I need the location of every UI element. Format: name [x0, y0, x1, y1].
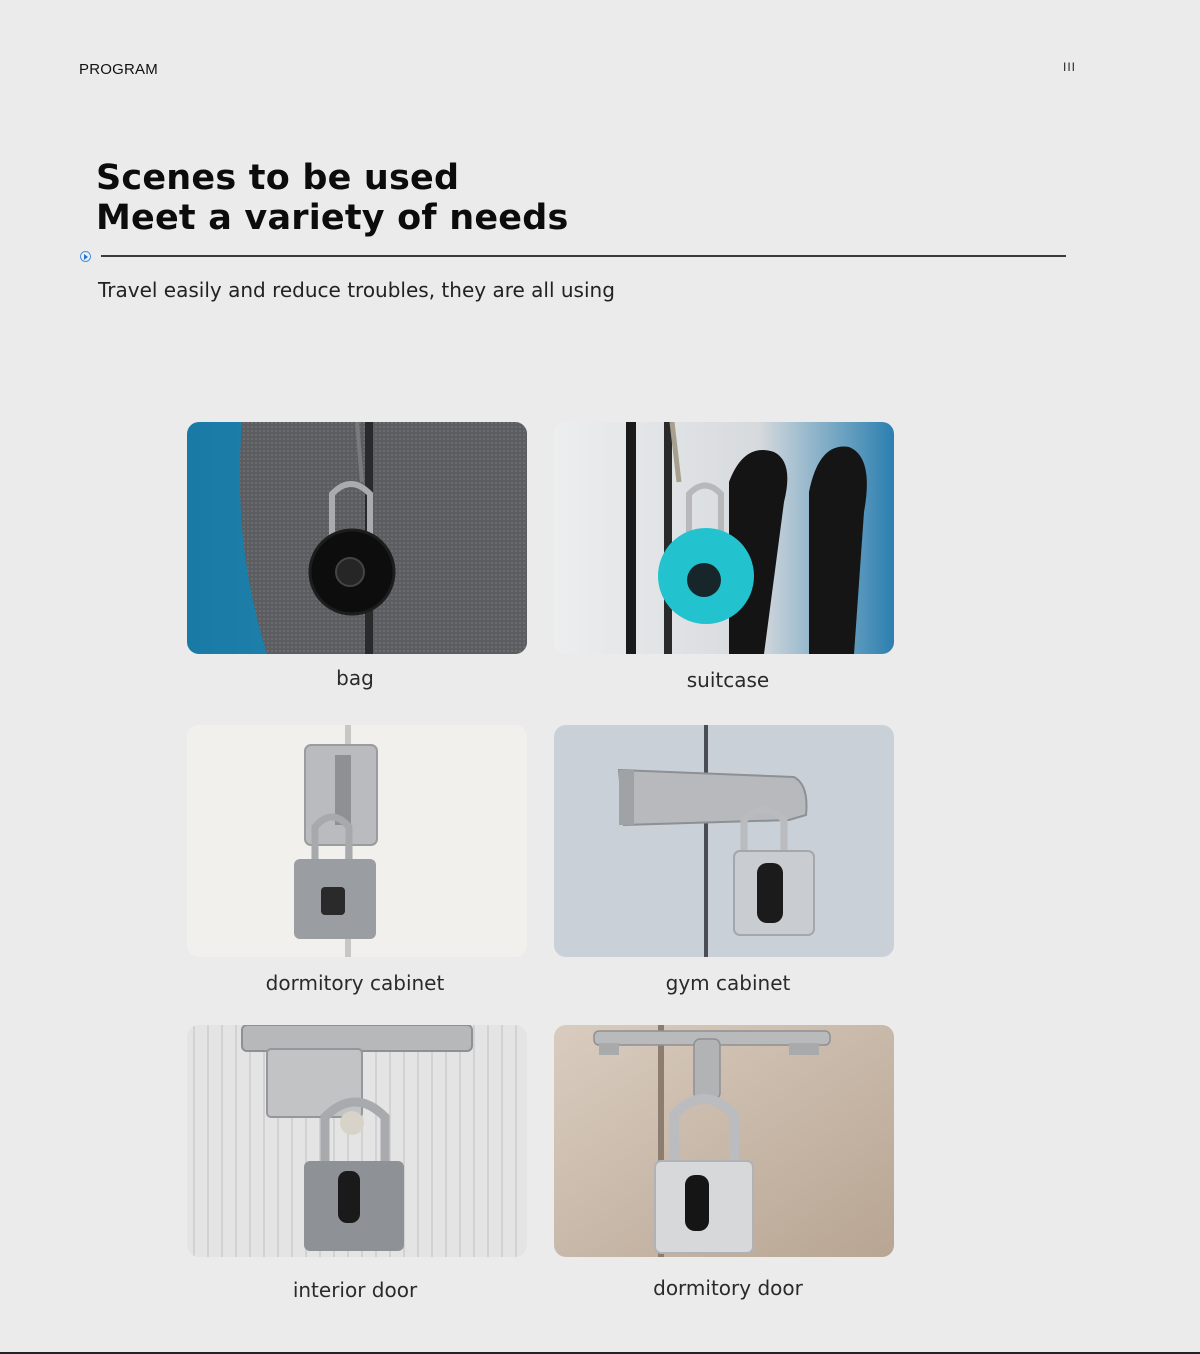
- interior-door-photo: [187, 1025, 527, 1257]
- scene-photo-dormitory-door: [554, 1025, 894, 1257]
- scene-photo-gym-cabinet: [554, 725, 894, 957]
- page-number: III: [1063, 60, 1077, 74]
- bag-photo: [187, 422, 527, 654]
- page-title: [96, 158, 569, 238]
- scene-caption-dormitory-door: dormitory door: [653, 1276, 803, 1300]
- scene-caption-interior-door: interior door: [292, 1278, 418, 1302]
- scene-photo-interior-door: [187, 1025, 527, 1257]
- scene-caption-suitcase: suitcase: [686, 668, 770, 692]
- scene-photo-suitcase: [554, 422, 894, 654]
- arrow-bullet-icon: [80, 251, 91, 262]
- scene-caption-gym-cabinet: gym cabinet: [665, 971, 791, 995]
- scene-photo-dormitory-cabinet: [187, 725, 527, 957]
- dormitory-cabinet-photo: [187, 725, 527, 957]
- program-label: PROGRAM: [79, 61, 158, 78]
- scene-caption-bag: bag: [336, 666, 374, 690]
- dormitory-door-photo: [554, 1025, 894, 1257]
- title-line-2: Meet a variety of needs: [96, 198, 569, 238]
- divider: [101, 255, 1066, 257]
- scene-caption-dormitory-cabinet: dormitory cabinet: [265, 971, 445, 995]
- subtitle: Travel easily and reduce troubles, they are all using: [98, 278, 615, 302]
- gym-cabinet-photo: [554, 725, 894, 957]
- suitcase-photo: [554, 422, 894, 654]
- scene-photo-bag: [187, 422, 527, 654]
- title-line-1: Scenes to be used: [96, 158, 460, 198]
